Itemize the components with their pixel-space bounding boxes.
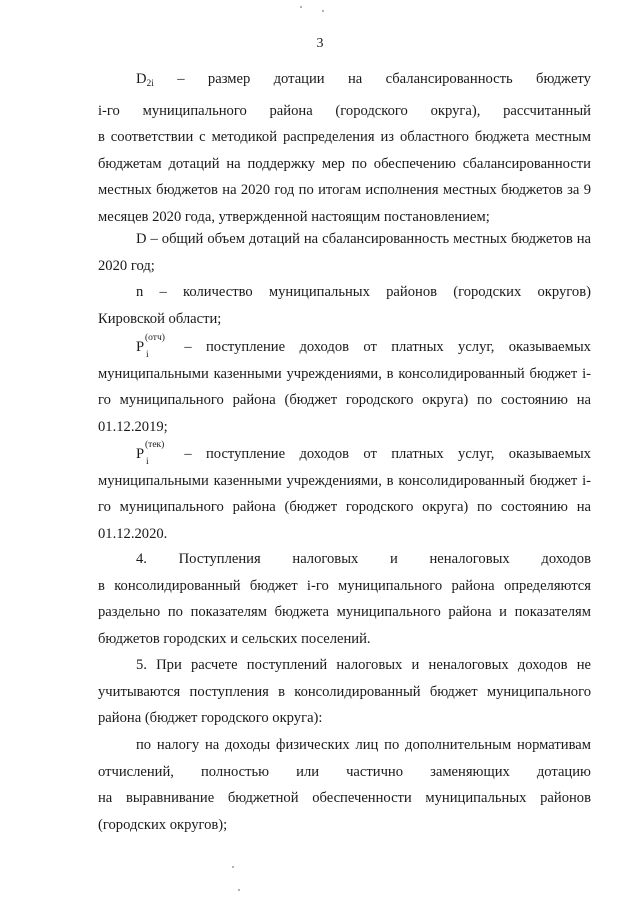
word: (городских	[453, 284, 522, 300]
clause-line	[98, 546, 591, 573]
word: рассчитанный	[503, 102, 591, 119]
formula-symbol	[136, 333, 170, 360]
formula-symbol	[98, 66, 154, 98]
clause-number: 4.	[136, 551, 147, 567]
symbol-letter: P	[136, 339, 145, 355]
word: от	[363, 446, 377, 462]
paragraph-text: 5. При расчете поступлений налоговых и неналоговых доходов не учитываются поступления в консолидированный бюджет муниципального района (бюджет городского округа):	[98, 657, 591, 727]
word: доходов	[541, 551, 591, 567]
paragraph-text: муниципальными казенными учреждениями, в консолидированный бюджет i-го муниципального района (бюджет городского округа) по состоянию на 01.12.2019;	[98, 365, 591, 435]
word: отчислений,	[98, 763, 174, 780]
word: i-го	[98, 102, 120, 119]
word: бюджету	[536, 71, 591, 87]
word: доходов	[299, 446, 350, 462]
word: районов	[386, 284, 438, 300]
symbol-letter: D	[136, 71, 147, 87]
symbol-subscript: i	[146, 350, 149, 360]
word: (городского	[335, 102, 408, 119]
definition-d2i	[98, 66, 591, 231]
word: n	[136, 284, 144, 300]
word: оказываемых	[508, 339, 591, 355]
clause-5-item	[98, 732, 591, 838]
page-number: 3	[316, 36, 324, 51]
definition-line	[98, 334, 591, 361]
word: муниципальных	[268, 284, 370, 300]
scan-speck	[238, 889, 240, 891]
word: муниципального	[142, 102, 247, 119]
word: услуг,	[458, 446, 495, 462]
paragraph-text: в консолидированный бюджет i-го муниципального района определяются раздельно по показателям бюджета муниципального района и показателям бюджетов городских и сельских поселений.	[98, 577, 591, 647]
word: количество	[183, 284, 253, 300]
word: поступление	[205, 446, 286, 462]
word: частично	[346, 763, 404, 780]
word: платных	[391, 339, 444, 355]
symbol-superscript: (тек)	[145, 440, 165, 450]
word: и	[390, 551, 398, 567]
scan-speck	[300, 6, 302, 8]
word: Поступления	[178, 551, 261, 567]
word: оказываемых	[508, 446, 591, 462]
word: округа),	[430, 102, 481, 119]
paragraph-text: на выравнивание бюджетной обеспеченности муниципальных районов (городских округов);	[98, 790, 591, 833]
paragraph-text: муниципальными казенными учреждениями, в консолидированный бюджет i-го муниципального района (бюджет городского округа) по состоянию на 01.12.2020.	[98, 472, 591, 542]
definition-line	[98, 279, 591, 306]
word: поступление	[205, 339, 286, 355]
word: –	[159, 284, 167, 300]
word: полностью	[201, 763, 270, 780]
word: –	[177, 71, 185, 87]
clause-5	[98, 652, 591, 732]
definition-n	[98, 279, 591, 332]
paragraph-text: по налогу на доходы физических лиц по дополнительным нормативам	[136, 737, 591, 753]
word: дотацию	[536, 763, 591, 780]
word: услуг,	[458, 339, 495, 355]
word: заменяющих	[430, 763, 510, 780]
scan-speck	[322, 10, 324, 12]
clause-line	[98, 759, 591, 786]
word: на	[347, 71, 363, 87]
word: неналоговых	[429, 551, 510, 567]
word: района	[269, 102, 313, 119]
symbol-superscript: (отч)	[145, 333, 165, 343]
clause-4	[98, 546, 591, 652]
definition-line	[98, 98, 591, 125]
word: платных	[391, 446, 444, 462]
symbol-subscript: i	[146, 457, 149, 467]
paragraph-text: Кировской области;	[98, 310, 222, 327]
symbol-letter: P	[136, 446, 145, 462]
word: от	[363, 339, 377, 355]
word: доходов	[299, 339, 350, 355]
definition-line	[98, 441, 591, 468]
word: сбалансированность	[385, 71, 513, 87]
word: дотации	[273, 71, 325, 87]
word: округов)	[537, 284, 591, 300]
word: размер	[207, 71, 251, 87]
paragraph-text: D – общий объем дотаций на сбалансированность местных бюджетов на 2020 год;	[98, 231, 591, 274]
scan-speck	[232, 866, 234, 868]
paragraph-text: в соответствии с методикой распределения из областного бюджета местным бюджетам дотаций на поддержку мер по обеспечению сбалансированности местных бюджетов на 2020 год по итогам исполнения местных бюджетов за 9 месяцев 2020 года, утвержденной настоящим постановлением;	[98, 129, 591, 225]
definition-line	[98, 66, 591, 98]
word: налоговых	[292, 551, 359, 567]
word: или	[296, 763, 320, 780]
word: –	[184, 446, 192, 462]
formula-symbol	[136, 440, 170, 467]
definition-d	[98, 226, 591, 279]
definition-p-tek	[98, 441, 591, 547]
definition-p-otch	[98, 334, 591, 440]
word: –	[184, 339, 192, 355]
symbol-subscript: 2i	[146, 79, 154, 89]
